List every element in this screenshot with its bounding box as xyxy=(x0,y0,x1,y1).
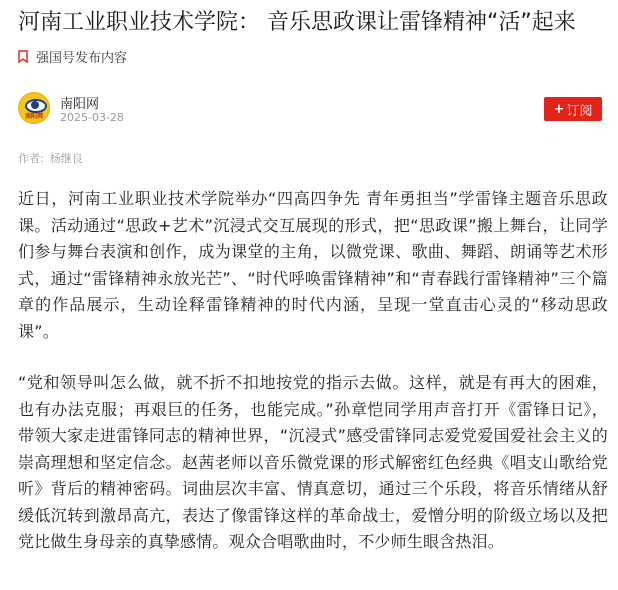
byline-author: 杨继良 xyxy=(49,152,83,165)
bookmark-icon xyxy=(18,50,28,63)
account-header xyxy=(18,92,602,128)
source-label: 强国号发布内容 xyxy=(36,50,128,66)
source-tag xyxy=(18,47,127,65)
plus-icon: + xyxy=(553,101,565,117)
publish-date: 2025-03-28 xyxy=(60,111,124,124)
avatar[interactable] xyxy=(18,92,50,124)
avatar-text: 南阳网 xyxy=(24,113,43,120)
body-paragraph-2: “党和领导叫怎么做，就不折不扣地按党的指示去做。这样，就是有再大的困难，也有办法克服；再艰巨的任务，也能完成。”孙章恺同学用声音打开《雷锋日记》，带领大家走进雷锋同志的精神世界，“沉浸式”感受雷锋同志爱党爱国爱社会主义的崇高理想和坚定信念。赵茜老师以音乐微党课的形式解密红色经典《唱支山歌给党听》背后的精神密码。词曲层次丰富、情真意切，通过三个乐段，将音乐情绪从舒缓低沉转到激昂高亢，表达了像雷锋这样的革命战士，爱憎分明的阶级立场以及把党比做生身母亲的真挚感情。观众合唱歌曲时，不少师生眼含热泪。 xyxy=(18,373,608,551)
byline-label: 作者: xyxy=(18,152,44,165)
body-paragraph-1: 近日，河南工业职业技术学院举办“四高四争先 青年勇担当”学雷锋主题音乐思政课。活动通过“思政+艺术”沉浸式交互展现的形式，把“思政课”搬上舞台，让同学们参与舞台表演和创作，成为课堂的主角，以微党课、歌曲、舞蹈、朗诵等艺术形式，通过“雷锋精神永放光芒”、“时代呼唤雷锋精神”和“青春践行雷锋精神”三个篇章的作品展示，生动诠释雷锋精神的时代内涵，呈现一堂直击心灵的“移动思政课”。 xyxy=(18,189,608,341)
subscribe-button[interactable] xyxy=(544,97,602,121)
byline xyxy=(18,150,89,166)
logo-pupil xyxy=(31,101,39,109)
article-title: 河南工业职业技术学院： 音乐思政课让雷锋精神“活”起来 xyxy=(18,10,576,35)
account-name[interactable]: 南阳网 xyxy=(60,97,100,112)
subscribe-label: 订阅 xyxy=(566,103,593,119)
